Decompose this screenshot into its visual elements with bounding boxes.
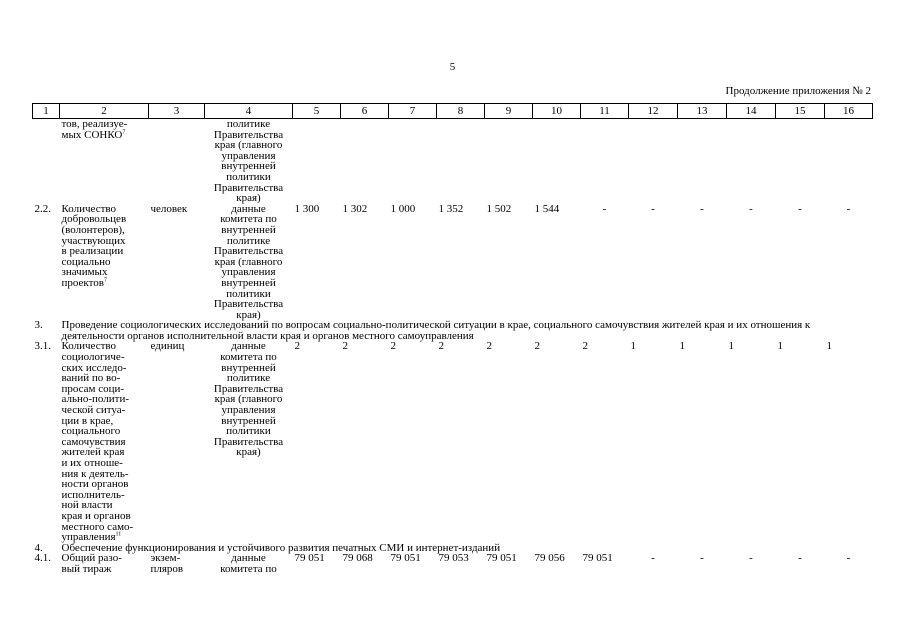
- header-cell-4: 4: [205, 104, 293, 119]
- value-cell-col-6: 2: [342, 340, 348, 353]
- value-cell-col-6: 79 068: [342, 552, 373, 565]
- value-cell-col-14: -: [749, 552, 753, 565]
- indicator-name: Количество социологиче- ских исследо- ваний по во- просам соци- ально-полити- ческой ситуа- ции в крае, социального самочувствия жителей края и их отноше- ния к деятель- ности органов исполнитель- ной власти края и органов местного само- управления$^{11}$: [61, 340, 134, 544]
- header-cell-9: 9: [485, 104, 533, 119]
- header-cell-14: 14: [727, 104, 776, 119]
- data-source: данные комитета по внутренней политике Правительства края (главного управления внутренней политики Правительства края): [213, 340, 284, 459]
- value-cell-col-7: 2: [390, 340, 396, 353]
- row-number: 2.2.: [34, 202, 51, 215]
- value-cell-col-7: 79 051: [390, 552, 421, 565]
- value-cell-col-8: 2: [438, 340, 444, 353]
- header-cell-12: 12: [629, 104, 678, 119]
- data-source: данные комитета по: [220, 552, 277, 575]
- table-row-3-1: [33, 341, 873, 542]
- value-cell-col-9: 2: [486, 340, 492, 353]
- header-cell-8: 8: [437, 104, 485, 119]
- table-row-2-2: [33, 204, 873, 321]
- value-cell-col-16: -: [846, 552, 851, 565]
- value-cell-col-9: 79 051: [486, 552, 517, 565]
- value-cell-col-6: 1 302: [342, 202, 368, 215]
- section-row-3: [33, 320, 873, 341]
- header-cell-6: 6: [341, 104, 389, 119]
- header-cell-3: 3: [149, 104, 205, 119]
- header-cell-10: 10: [533, 104, 581, 119]
- value-cell-col-11: 2: [582, 340, 588, 353]
- unit: единиц: [150, 340, 185, 353]
- value-cell-col-7: 1 000: [390, 202, 416, 215]
- header-cell-2: 2: [60, 104, 149, 119]
- header-cell-1: 1: [33, 104, 60, 119]
- value-cell-col-10: 1 544: [534, 202, 560, 215]
- section-number: 4.: [34, 541, 43, 554]
- value-cell-col-12: -: [651, 202, 655, 215]
- value-cell-col-10: 2: [534, 340, 540, 353]
- value-cell-col-9: 1 502: [486, 202, 512, 215]
- value-cell-col-5: 1 300: [294, 202, 320, 215]
- value-cell-col-13: -: [700, 552, 704, 565]
- value-cell-col-11: -: [602, 202, 607, 215]
- row-number: 3.1.: [34, 340, 51, 353]
- value-cell-col-12: -: [651, 552, 655, 565]
- header-cell-16: 16: [825, 104, 873, 119]
- value-cell-col-14: -: [749, 202, 753, 215]
- value-cell-col-15: -: [798, 202, 802, 215]
- page-number: 5: [449, 61, 456, 73]
- indicator-name: тов, реализуе- мых СОНКО$^7$: [61, 118, 128, 141]
- section-title: Обеспечение функционирования и устойчивого развития печатных СМИ и интернет-изданий: [61, 541, 501, 554]
- value-cell-col-16: 1: [826, 340, 832, 353]
- data-source: политике Правительства края (главного управления внутренней политики Правительства края): [213, 118, 284, 205]
- value-cell-col-16: -: [846, 202, 851, 215]
- header-cell-11: 11: [581, 104, 629, 119]
- value-cell-col-13: -: [700, 202, 704, 215]
- value-cell-col-12: 1: [630, 340, 636, 353]
- unit: человек: [150, 202, 188, 215]
- value-cell-col-13: 1: [679, 340, 685, 353]
- unit: экзем- пляров: [150, 552, 184, 575]
- row-number: 4.1.: [34, 552, 51, 565]
- continuation-label: Продолжение приложения № 2: [725, 85, 871, 97]
- header-cell-15: 15: [776, 104, 825, 119]
- table-row-4-1: [33, 553, 873, 574]
- header-cell-7: 7: [389, 104, 437, 119]
- indicator-name: Общий разо- вый тираж: [61, 552, 122, 575]
- value-cell-col-14: 1: [728, 340, 734, 353]
- value-cell-col-15: 1: [777, 340, 783, 353]
- indicator-name: Количество добровольцев (волонтеров), участвующих в реализации социально значимых проектов$^7$: [61, 202, 127, 289]
- section-number: 3.: [34, 319, 43, 332]
- section-title: Проведение социологических исследований по вопросам социально-политической ситуации в крае, социального самочувствия жителей края и их отношения к деятельности органов исполнительной власти края и органов местного самоуправления: [61, 319, 811, 342]
- value-cell-col-8: 1 352: [438, 202, 464, 215]
- header-row: [33, 104, 873, 119]
- value-cell-col-15: -: [798, 552, 802, 565]
- table-row-continuation: [33, 119, 873, 204]
- value-cell-col-10: 79 056: [534, 552, 565, 565]
- header-cell-5: 5: [293, 104, 341, 119]
- indicators-table: [32, 103, 873, 575]
- value-cell-col-8: 79 053: [438, 552, 469, 565]
- data-source: данные комитета по внутренней политике Правительства края (главного управления внутренней политики Правительства края): [213, 202, 284, 321]
- value-cell-col-11: 79 051: [582, 552, 613, 565]
- header-cell-13: 13: [678, 104, 727, 119]
- value-cell-col-5: 2: [294, 340, 300, 353]
- value-cell-col-5: 79 051: [294, 552, 325, 565]
